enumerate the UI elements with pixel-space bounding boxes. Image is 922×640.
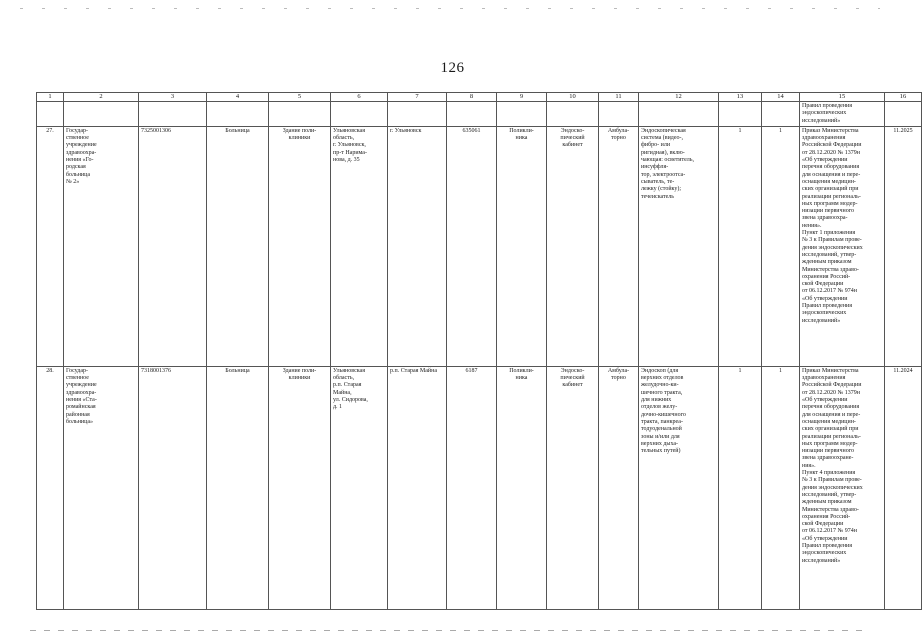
cell-line: Эндоско- — [560, 367, 585, 374]
cell-line: исследований, утвер- — [802, 491, 857, 498]
cell-line: «Об утверждении — [802, 535, 848, 542]
organization-cell — [64, 366, 139, 609]
cell-line: низации первичного — [802, 208, 855, 215]
cell-line: ственное — [66, 135, 89, 142]
cell-line: исследований, утвер- — [802, 251, 857, 258]
continuation-row — [37, 102, 922, 127]
cell-line: система (видео-, — [641, 135, 683, 142]
column-number-14: 14 — [762, 93, 800, 102]
cell-line: пический — [560, 375, 585, 382]
facility-type-cell: Больница — [207, 126, 269, 366]
cell-line: ромайнская — [66, 404, 96, 411]
cell-line: эндоскопических — [802, 110, 847, 117]
cell-line: для нижних — [641, 397, 672, 404]
cell-line: тельных путей) — [641, 448, 681, 455]
cell-line: ных программ модер- — [802, 440, 858, 447]
cell-line: здравоохра- — [66, 389, 97, 396]
cell-line: реализации региональ- — [802, 193, 861, 200]
cell-line: Ульяновская — [333, 367, 365, 374]
equipment-table — [36, 92, 922, 610]
cell-line: Здание поли- — [282, 127, 317, 134]
column-number-15: 15 — [800, 93, 885, 102]
quantity-required-cell: 1 — [719, 366, 762, 609]
cell-line: Амбула- — [607, 127, 630, 134]
cell-line: районная — [66, 411, 90, 418]
cell-line: область, — [333, 375, 355, 382]
table-row — [37, 126, 922, 366]
cell-line: больница» — [66, 418, 93, 425]
cell-line: № 3 к Правилам прове- — [802, 237, 862, 244]
cell-line: исследований» — [802, 117, 841, 124]
column-number-5: 5 — [269, 93, 331, 102]
cell-line: Российской Федерации — [802, 382, 862, 389]
cell-line: низации первичного — [802, 448, 855, 455]
cell-line: сыватель, те- — [641, 178, 675, 185]
cell-line: Правил проведения — [802, 103, 853, 109]
cell-line: жденным приказом — [802, 259, 852, 266]
cell-line: лежку (стойку); — [641, 186, 682, 193]
cell-line: оснащения медицин- — [802, 178, 856, 185]
cell-line: д. 1 — [333, 404, 343, 411]
column-number-1: 1 — [37, 93, 64, 102]
cell-line: течеискатель — [641, 193, 675, 200]
column-number-12: 12 — [639, 93, 719, 102]
cell-line: тодуоденальной — [641, 426, 682, 433]
cell-line: исследований» — [802, 317, 841, 324]
cell-line: эндоскопических — [802, 310, 847, 317]
table-row — [37, 366, 922, 609]
term-cell: 11.2025 — [885, 126, 922, 366]
cell-line: звена здравоохране- — [802, 455, 854, 462]
cell-line: эндоскопических — [802, 550, 847, 557]
room-cell — [547, 366, 599, 609]
cell-line: ской Федерации — [802, 281, 844, 288]
cell-line: жденным приказом — [802, 499, 852, 506]
column-number-10: 10 — [547, 93, 599, 102]
cell-line: Эндоско- — [560, 127, 585, 134]
cell-line: Амбула- — [607, 367, 630, 374]
cell-line: шечного тракта, — [641, 389, 683, 396]
cell-line: г. Ульяновск, — [333, 142, 366, 149]
oktmo-cell: 6187 — [447, 366, 497, 609]
care-form-cell — [599, 366, 639, 609]
cell-line: торно — [611, 375, 626, 382]
cell-line: от 06.12.2017 № 974н — [802, 528, 857, 535]
cell-line: № 3 к Правилам прове- — [802, 477, 862, 484]
row-number-cell: 28. — [37, 366, 64, 609]
continuation-basis-cell — [800, 102, 885, 127]
cell-line: здравоохра- — [66, 149, 97, 156]
cell-line: дения эндоскопических — [802, 484, 863, 491]
cell-line: от 06.12.2017 № 974н — [802, 288, 857, 295]
cell-line: «Об утверждении — [802, 157, 848, 164]
settlement-cell: г. Ульяновск — [388, 126, 447, 366]
cell-line: Правил проведения — [802, 543, 853, 550]
room-cell — [547, 126, 599, 366]
oktmo-cell: 635061 — [447, 126, 497, 366]
cell-line: Приказ Министерства — [802, 367, 859, 374]
building-cell — [269, 366, 331, 609]
equipment-cell — [639, 366, 719, 609]
cell-line: перечня оборудования — [802, 404, 860, 411]
cell-line: нения «Го- — [66, 157, 94, 164]
cell-line: учреждение — [66, 142, 97, 149]
care-form-cell — [599, 126, 639, 366]
cell-line: ских организаций при — [802, 186, 859, 193]
column-number-7: 7 — [388, 93, 447, 102]
column-number-8: 8 — [447, 93, 497, 102]
cell-line: ских организаций при — [802, 426, 859, 433]
cell-line: желудочно-ки- — [641, 382, 679, 389]
cell-line: клиники — [288, 375, 311, 382]
column-number-9: 9 — [497, 93, 547, 102]
cell-line: тор, электроотса- — [641, 171, 686, 178]
cell-line: звена здравоохра- — [802, 215, 848, 222]
cell-line: Пункт 4 приложения — [802, 470, 856, 477]
cell-line: Майна, — [333, 389, 352, 396]
column-number-2: 2 — [64, 93, 139, 102]
cell-line: пический — [560, 135, 585, 142]
cell-line: область, — [333, 135, 355, 142]
settlement-cell: р.п. Старая Майна — [388, 366, 447, 609]
cell-line: пр-т Нарима- — [333, 149, 367, 156]
address-cell — [331, 366, 388, 609]
scan-artifact-top — [20, 8, 880, 9]
cell-line: Эндоскоп (для — [641, 367, 679, 374]
column-number-13: 13 — [719, 93, 762, 102]
cell-line: Ульяновская — [333, 127, 365, 134]
column-number-3: 3 — [139, 93, 207, 102]
cell-line: верхних отделов — [641, 375, 684, 382]
cell-line: реализации региональ- — [802, 433, 861, 440]
facility-type-cell: Больница — [207, 366, 269, 609]
cell-line: № 2» — [66, 178, 80, 185]
cell-line: здравоохранения — [802, 375, 846, 382]
cell-line: для оснащения и пере- — [802, 411, 861, 418]
cell-line: исследований» — [802, 557, 841, 564]
cell-line: ных программ модер- — [802, 200, 858, 207]
cell-line: дочно-кишечного — [641, 411, 686, 418]
cell-line: ской Федерации — [802, 521, 844, 528]
quantity-planned-cell: 1 — [762, 366, 800, 609]
row-number-cell: 27. — [37, 126, 64, 366]
cell-line: Российской Федерации — [802, 142, 862, 149]
cell-line: клиники — [288, 135, 311, 142]
cell-line: ственное — [66, 375, 89, 382]
column-number-11: 11 — [599, 93, 639, 102]
cell-line: охранения Россий- — [802, 273, 851, 280]
column-number-row — [37, 93, 922, 102]
column-number-6: 6 — [331, 93, 388, 102]
cell-line: Министерства здраво- — [802, 506, 859, 513]
cell-line: зоны и/или для — [641, 433, 680, 440]
cell-line: ника — [515, 375, 528, 382]
cell-line: Эндоскопическая — [641, 127, 686, 134]
cell-line: Приказ Министерства — [802, 127, 859, 134]
cell-line: нения «Ста- — [66, 397, 97, 404]
cell-line: Пункт 1 приложения — [802, 230, 856, 237]
cell-line: перечня оборудования — [802, 164, 860, 171]
page-number: 126 — [440, 60, 465, 76]
cell-line: Министерства здраво- — [802, 266, 859, 273]
legal-basis-cell — [800, 126, 885, 366]
cell-line: охранения Россий- — [802, 513, 851, 520]
cell-line: для оснащения и пере- — [802, 171, 861, 178]
cell-line: ул. Сидорова, — [333, 397, 368, 404]
equipment-cell — [639, 126, 719, 366]
legal-basis-cell — [800, 366, 885, 609]
quantity-required-cell: 1 — [719, 126, 762, 366]
inn-cell: 7318001376 — [139, 366, 207, 609]
cell-line: тракта, панкреа- — [641, 418, 683, 425]
cell-line: ника — [515, 135, 528, 142]
inn-cell: 7325001306 — [139, 126, 207, 366]
cell-line: Государ- — [66, 367, 89, 374]
cell-line: ния». — [802, 462, 816, 469]
cell-line: инсуффля- — [641, 164, 669, 171]
cell-line: Правил проведения — [802, 303, 853, 310]
department-cell — [497, 126, 547, 366]
cell-line: дения эндоскопических — [802, 244, 863, 251]
cell-line: чающая: осветитель, — [641, 157, 694, 164]
cell-line: «Об утверждении — [802, 397, 848, 404]
cell-line: ригидная), вклю- — [641, 149, 685, 156]
cell-line: «Об утверждении — [802, 295, 848, 302]
scan-artifact-bottom — [30, 630, 870, 631]
building-cell — [269, 126, 331, 366]
cell-line: верхних дыха- — [641, 440, 679, 447]
cell-line: от 28.12.2020 № 1379н — [802, 389, 860, 396]
department-cell — [497, 366, 547, 609]
cell-line: Поликли- — [509, 127, 534, 134]
cell-line: Здание поли- — [282, 367, 317, 374]
cell-line: р.п. Старая — [333, 382, 362, 389]
cell-line: здравоохранения — [802, 135, 846, 142]
organization-cell — [64, 126, 139, 366]
column-number-16: 16 — [885, 93, 922, 102]
cell-line: торно — [611, 135, 626, 142]
address-cell — [331, 126, 388, 366]
cell-line: нова, д. 35 — [333, 157, 360, 164]
cell-line: учреждение — [66, 382, 97, 389]
cell-line: Поликли- — [509, 367, 534, 374]
cell-line: от 28.12.2020 № 1379н — [802, 149, 860, 156]
cell-line: оснащения медицин- — [802, 418, 856, 425]
cell-line: кабинет — [562, 382, 583, 389]
cell-line: Государ- — [66, 127, 89, 134]
column-number-4: 4 — [207, 93, 269, 102]
cell-line: больница — [66, 171, 90, 178]
cell-line: отделов желу- — [641, 404, 678, 411]
quantity-planned-cell: 1 — [762, 126, 800, 366]
term-cell: 11.2024 — [885, 366, 922, 609]
cell-line: кабинет — [562, 142, 583, 149]
cell-line: родская — [66, 164, 86, 171]
cell-line: нения». — [802, 222, 822, 229]
cell-line: фибро- или — [641, 142, 671, 149]
